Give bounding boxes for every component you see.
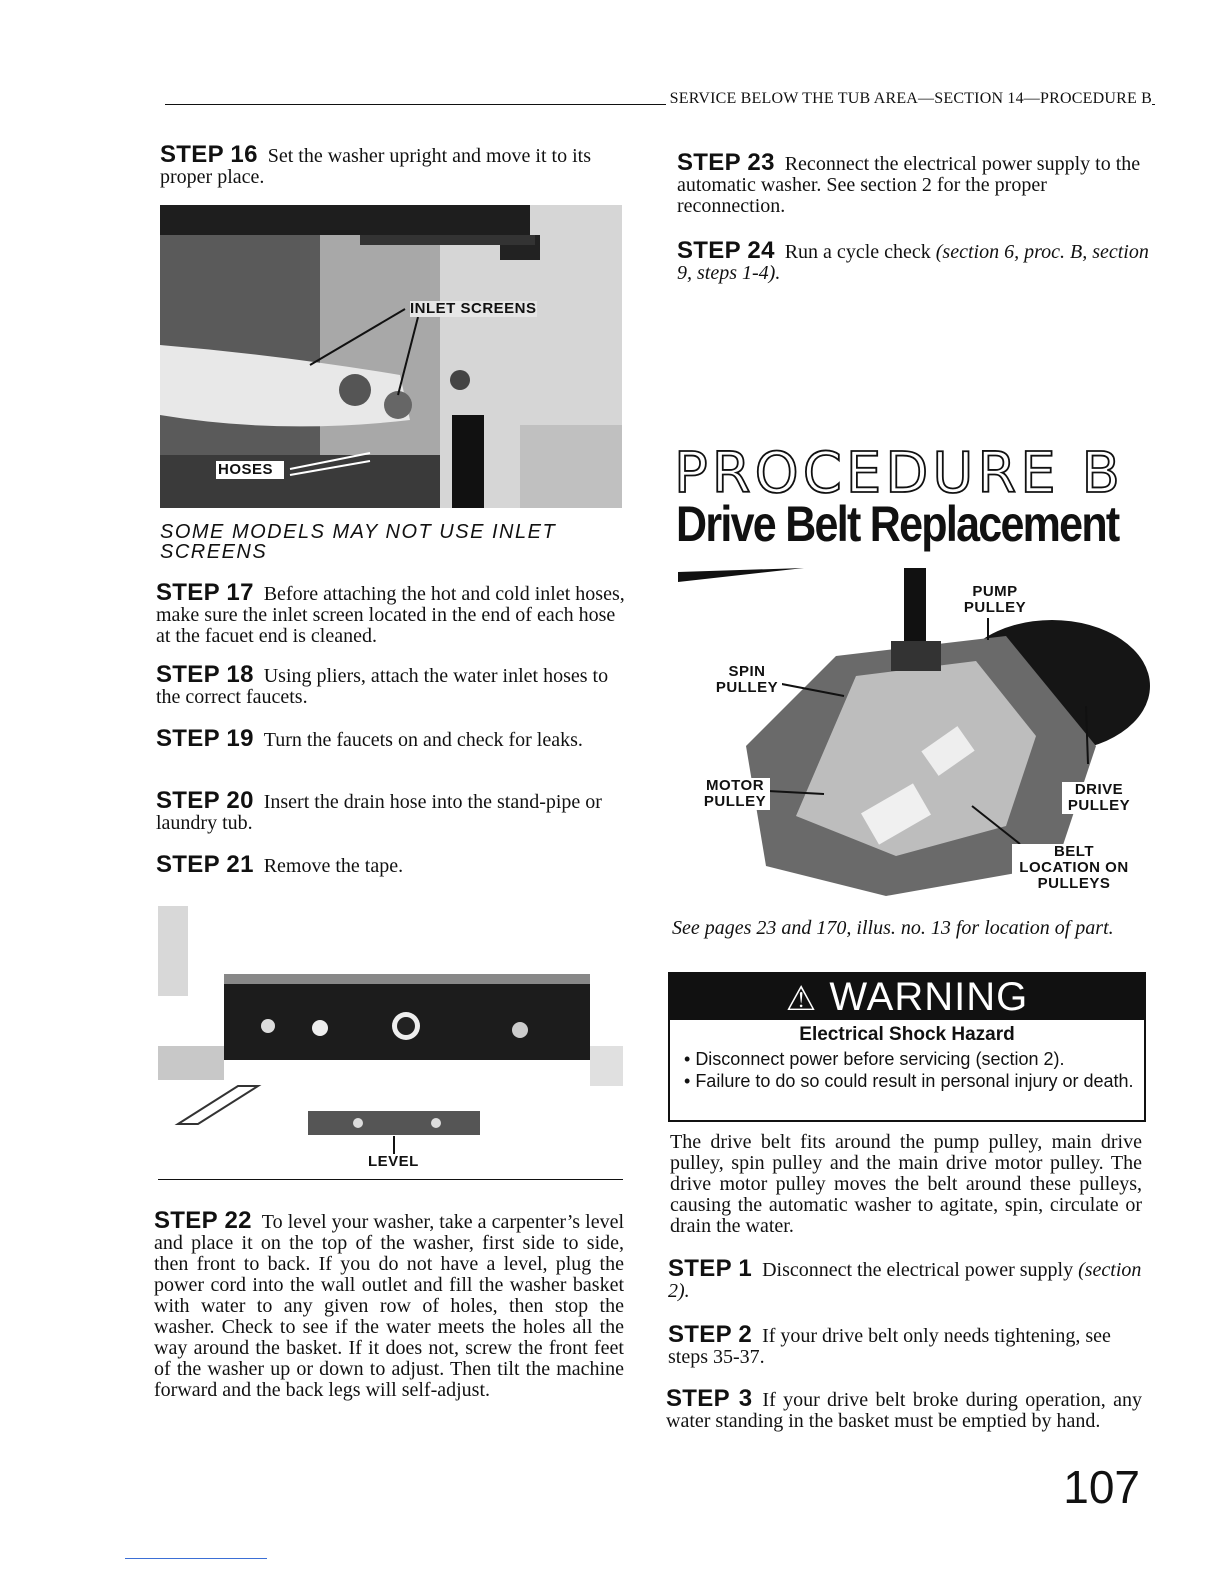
callout-inlet-screens: INLET SCREENS: [410, 300, 537, 317]
step-text: Set the washer upright and move it to its proper place.: [160, 145, 591, 188]
step-2: [668, 1321, 1142, 1368]
step-text: Disconnect the electrical power supply: [762, 1259, 1074, 1281]
step-text: If your drive belt only needs tightening, see steps 35-37.: [668, 1325, 1111, 1368]
photo-washer-level-drawing: [158, 896, 623, 1180]
step-text: Run a cycle check: [784, 241, 931, 263]
intro-paragraph: The drive belt fits around the pump pulley, main drive pulley, spin pulley and the main drive motor pulley. The drive motor pulley moves the belt around these pulleys, causing the automatic washer to agitate, spin, circulate or drain the water.: [670, 1131, 1142, 1237]
photo-inlet-hoses: [160, 205, 622, 508]
step-label: STEP 18: [156, 661, 254, 688]
step-label: STEP 21: [156, 851, 254, 878]
step-3: [666, 1385, 1142, 1432]
procedure-subtitle: Drive Belt Replacement: [676, 496, 1119, 552]
step-label: STEP 20: [156, 787, 254, 814]
step-18: [156, 661, 628, 708]
procedure-title: PROCEDURE B: [674, 441, 1124, 506]
step-text: To level your washer, take a carpenter’s level and place it on the top of the washer, first side to side, then front to back. If you do not have a level, plug the power cord into the wall outlet and fill the washer basket with water to any given row of holes, then stop the washer. Check to see if the water meets the holes all the way around the basket. If it does not, screw the front feet of the washer up or down to adjust. Then tilt the machine forward and the back legs will self-adjust.: [154, 1211, 624, 1401]
step-text: Insert the drain hose into the stand-pipe or laundry tub.: [156, 791, 602, 834]
callout-spin-pulley: SPIN PULLEY: [712, 664, 782, 696]
photo-washer-level: [158, 896, 623, 1180]
page-number: 107: [1063, 1461, 1140, 1513]
step-21: [156, 851, 628, 878]
step-text: Reconnect the electrical power supply to the automatic washer. See section 2 for the proper reconnection.: [677, 153, 1141, 217]
callout-pump-pulley: PUMP PULLEY: [960, 584, 1030, 616]
step-text: Turn the faucets on and check for leaks.: [263, 729, 583, 751]
step-24: [677, 237, 1149, 284]
step-20: [156, 787, 628, 834]
step-23: [677, 149, 1149, 217]
step-label: STEP 1: [668, 1255, 753, 1282]
warning-heading: WARNING: [829, 975, 1029, 1019]
step-text: If your drive belt broke during operation, any water standing in the basket must be emptied by hand.: [666, 1389, 1142, 1432]
step-text: Before attaching the hot and cold inlet hoses, make sure the inlet screen located in the end of each hose at the facuet end is cleaned.: [156, 583, 625, 647]
step-1: [668, 1255, 1142, 1302]
see-pages-note: See pages 23 and 170, illus. no. 13 for location of part.: [672, 917, 1114, 939]
step-label: STEP 3: [666, 1385, 753, 1412]
callout-belt-location: BELT LOCATION ON PULLEYS: [1012, 844, 1136, 892]
warning-subheading: Electrical Shock Hazard: [799, 1024, 1015, 1045]
step-16: [160, 141, 632, 188]
callout-level: LEVEL: [368, 1153, 419, 1170]
photo-drive-belt: [676, 566, 1156, 904]
callout-hoses: HOSES: [218, 461, 274, 478]
warning-box: [668, 972, 1146, 1122]
step-reference: (section 6, proc. B, section 9, steps 1-4).: [677, 241, 1149, 284]
step-22: [154, 1207, 624, 1401]
step-19: [156, 725, 628, 752]
step-label: STEP 24: [677, 237, 775, 264]
callout-motor-pulley: MOTOR PULLEY: [700, 778, 770, 810]
warning-item: • Failure to do so could result in personal injury or death.: [684, 1071, 1134, 1091]
step-17: [156, 579, 628, 647]
step-label: STEP 16: [160, 141, 258, 168]
step-text: Using pliers, attach the water inlet hoses to the correct faucets.: [156, 665, 609, 708]
warning-list: [670, 1046, 1144, 1096]
step-label: STEP 22: [154, 1207, 252, 1234]
warning-item: • Disconnect power before servicing (section 2).: [684, 1049, 1065, 1069]
step-label: STEP 17: [156, 579, 254, 606]
step-label: STEP 2: [668, 1321, 753, 1348]
running-header: SERVICE BELOW THE TUB AREA—SECTION 14—PROCEDURE B: [666, 90, 1152, 108]
step-text: Remove the tape.: [263, 855, 404, 877]
step-label: STEP 23: [677, 149, 775, 176]
warning-triangle-icon: ⚠: [785, 980, 818, 1018]
step-reference: (section 2).: [668, 1259, 1142, 1302]
step-label: STEP 19: [156, 725, 254, 752]
bottom-mark-line: [125, 1558, 267, 1559]
warning-heading-bar: [670, 974, 1144, 1020]
callout-drive-pulley: DRIVE PULLEY: [1062, 782, 1136, 814]
models-note: SOME MODELS MAY NOT USE INLET SCREENS: [160, 521, 557, 563]
